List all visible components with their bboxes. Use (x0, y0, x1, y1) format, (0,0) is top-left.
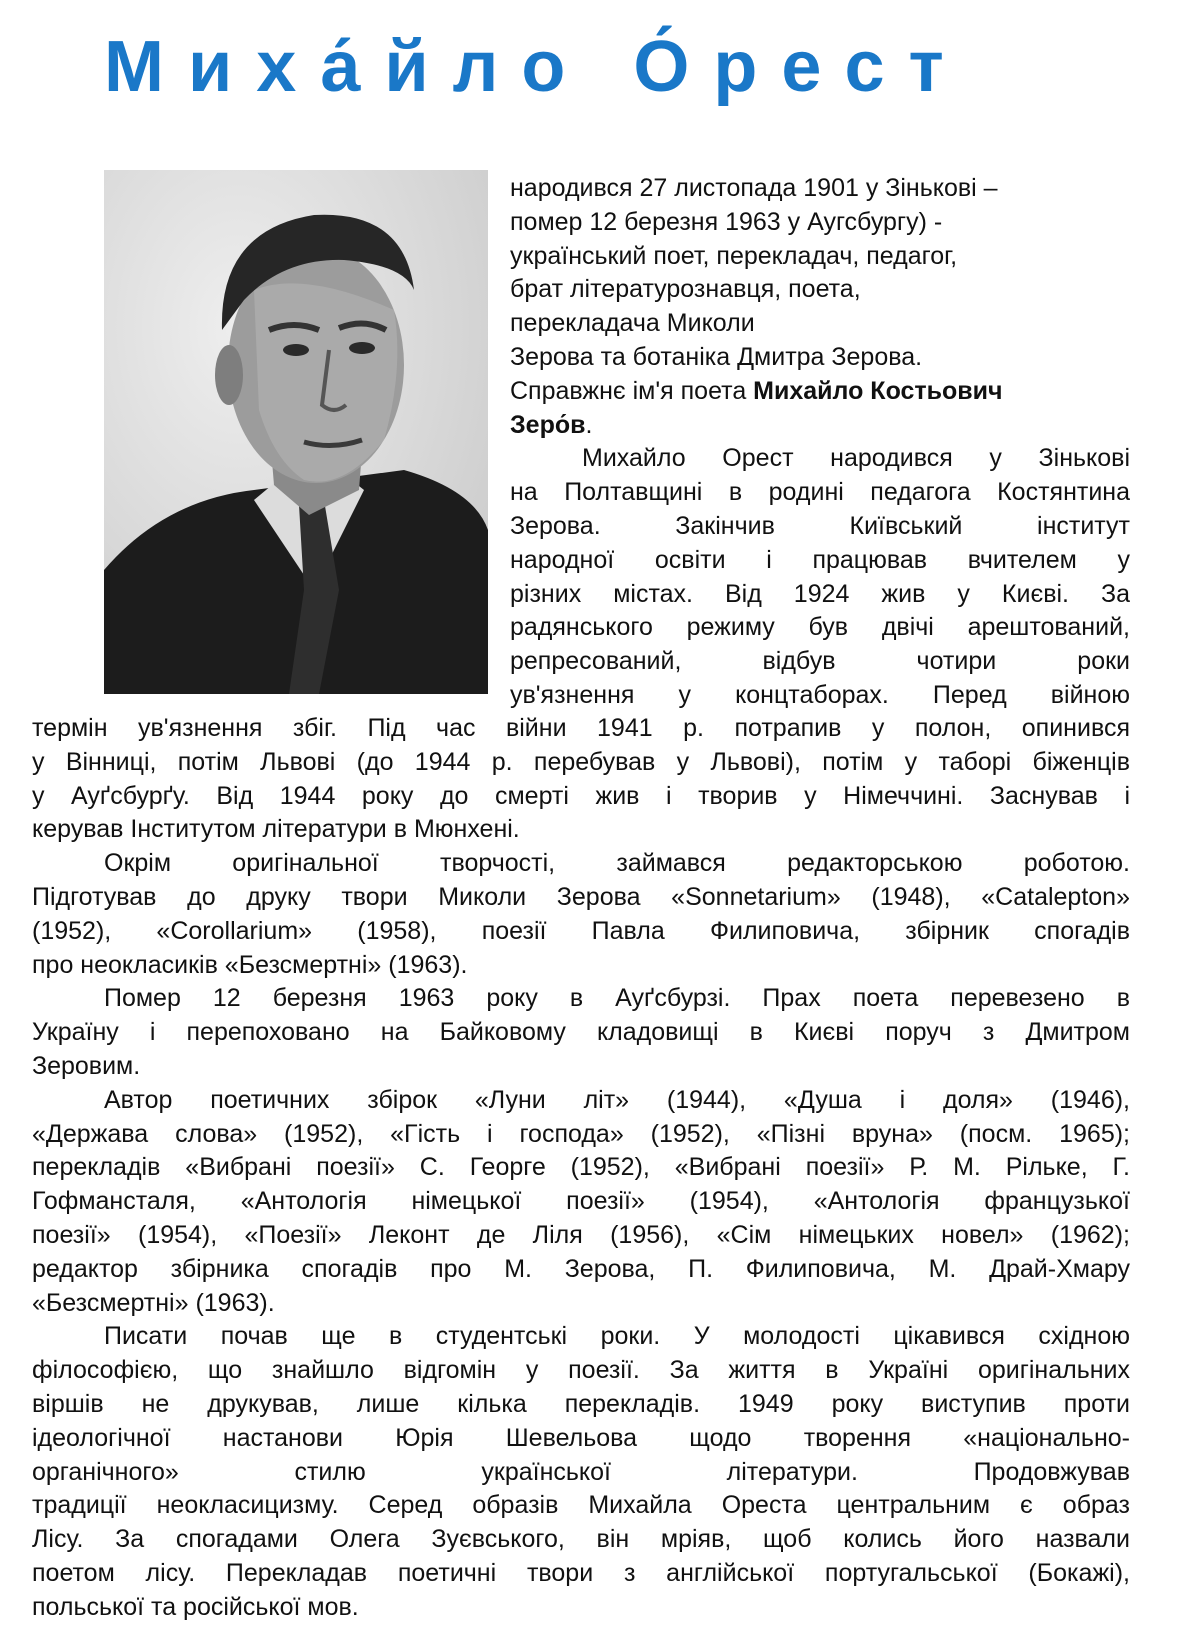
page-title: Миха́йло О́рест (104, 27, 968, 107)
real-name-line (510, 409, 1130, 443)
intro-para-line: народної освіти і працював вчителем у (510, 545, 1130, 574)
intro-para-line: радянського режиму був двічі арештований, (510, 613, 1130, 642)
body-line: польської та російської мов. (32, 1592, 359, 1621)
body-line: Україну і перепоховано на Байковому кладовищі в Києві поруч з Дмитром (32, 1018, 1130, 1047)
body-line: філософією, що знайшло відгомін у поезії. За життя в Україні оригінальних (32, 1356, 1130, 1385)
real-name-surname: Зеро́в (510, 410, 586, 439)
body-line: ідеологічної настанови Юрія Шевельова щодо творення «національно- (32, 1423, 1130, 1452)
body-line: термін ув'язнення збіг. Під час війни 1941 р. потрапив у полон, опинився (32, 714, 1130, 742)
body-line: Лісу. За спогадами Олега Зуєвського, він мріяв, щоб колись його назвали (32, 1525, 1130, 1554)
body-line: Гофмансталя, «Антологія німецької поезії» (1954), «Антологія французької (32, 1187, 1130, 1216)
body-line: Помер 12 березня 1963 року в Ауґсбурзі. Прах поета перевезено в (104, 984, 1130, 1013)
body-line: редактор збірника спогадів про М. Зерова, П. Филиповича, М. Драй-Хмару (32, 1254, 1130, 1283)
real-name-bold: Михайло Костьович (753, 376, 1003, 405)
real-name-line (510, 375, 1130, 409)
body-line: «Безсмертні» (1963). (32, 1288, 275, 1317)
portrait-photo (104, 170, 488, 694)
body-line: у Вінниці, потім Львові (до 1944 р. перебував у Львові), потім у таборі біженців (32, 747, 1130, 776)
body-line: Окрім оригінальної творчості, займався редакторською роботою. (104, 849, 1130, 878)
body-line: поетом лісу. Перекладав поетичні твори з англійської португальської (Бокажі), (32, 1558, 1130, 1587)
body-line: віршів не друкував, лише кілька перекладів. 1949 року виступив проти (32, 1389, 1130, 1418)
intro-para-line: репресований, відбув чотири роки (510, 647, 1130, 676)
intro-line: Зерова та ботаніка Дмитра Зерова. (510, 342, 923, 371)
body-line: «Держава слова» (1952), «Гість і господа» (1952), «Пізні вруна» (посм. 1965); (32, 1119, 1130, 1148)
body-line: у Ауґсбурґу. Від 1944 року до смерті жив і творив у Німеччині. Заснував і (32, 781, 1130, 810)
intro-para-line: на Полтавщині в родині педагога Костянтина (510, 478, 1130, 507)
body-line: (1952), «Corollarium» (1958), поезії Павла Филиповича, збірник спогадів (32, 916, 1130, 945)
body-line: поезії» (1954), «Поезії» Леконт де Ліля (1956), «Сім німецьких новел» (1962); (32, 1220, 1130, 1249)
body-line: Підготував до друку твори Миколи Зерова «Sonnetarium» (1948), «Catalepton» (32, 882, 1130, 911)
body-line: Зеровим. (32, 1051, 141, 1080)
body-line: керував Інститутом літератури в Мюнхені. (32, 815, 520, 844)
body-line: традиції неокласицизму. Серед образів Михайла Ореста центральним є образ (32, 1491, 1130, 1520)
intro-para-line: ув'язнення у концтаборах. Перед війною (510, 680, 1130, 709)
body-line: Автор поетичних збірок «Луни літ» (1944), «Душа і доля» (1946), (104, 1085, 1130, 1114)
intro-line: брат літературознавця, поета, (510, 275, 861, 304)
body-line: Писати почав ще в студентські роки. У молодості цікавився східною (104, 1322, 1130, 1351)
portrait-image (104, 170, 488, 694)
body-line: про неокласиків «Безсмертні» (1963). (32, 950, 468, 979)
body-line: органічного» стилю української літератури. Продовжував (32, 1457, 1130, 1486)
intro-para-line: Михайло Орест народився у Зінькові (582, 444, 1130, 473)
intro-text (510, 172, 1130, 713)
intro-para-line: Зерова. Закінчив Київський інститут (510, 511, 1130, 540)
intro-para-line: різних містах. Від 1924 жив у Києві. За (510, 579, 1130, 608)
intro-line: український поет, перекладач, педагог, (510, 241, 958, 270)
body-text (32, 712, 1130, 1625)
body-line: перекладів «Вибрані поезії» С. Георге (1952), «Вибрані поезії» Р. М. Рільке, Г. (32, 1153, 1130, 1182)
intro-line: народився 27 листопада 1901 у Зінькові – (510, 174, 998, 202)
intro-line: помер 12 березня 1963 у Аугсбургу) - (510, 207, 943, 236)
real-name-suffix: . (585, 410, 593, 439)
real-name-prefix: Справжнє ім'я поета (510, 376, 754, 405)
intro-line: перекладача Миколи (510, 309, 755, 338)
